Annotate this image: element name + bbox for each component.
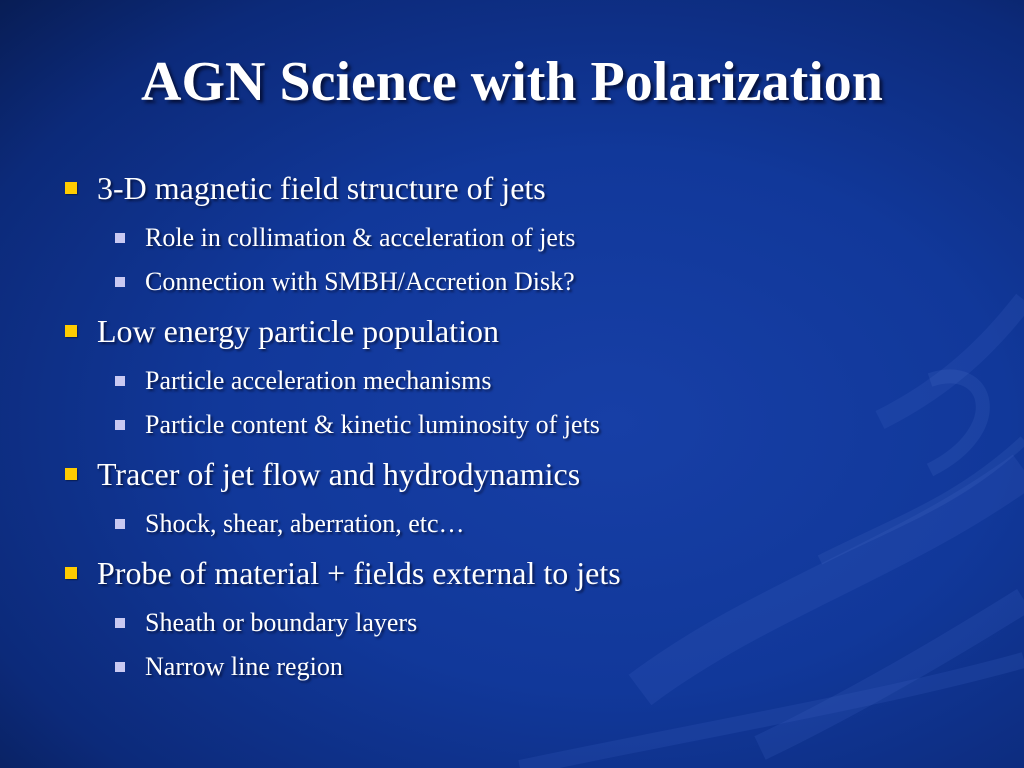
sub-bullet-item [115,403,982,447]
square-bullet-icon [115,519,125,529]
square-bullet-icon [115,618,125,628]
square-bullet-icon [65,567,77,579]
bullet-list [62,163,982,689]
sub-bullet-text: Sheath or boundary layers [145,608,418,637]
square-bullet-icon [115,277,125,287]
square-bullet-icon [65,325,77,337]
square-bullet-icon [115,420,125,430]
sub-bullet-text: Role in collimation & acceleration of jets [145,223,576,252]
square-bullet-icon [65,182,77,194]
square-bullet-icon [115,233,125,243]
bullet-text: Probe of material + fields external to jets [97,554,621,591]
bullet-text: 3-D magnetic field structure of jets [97,169,546,206]
bullet-text: Low energy particle population [97,312,499,349]
bullet-text: Tracer of jet flow and hydrodynamics [97,455,581,492]
bullet-item [62,163,982,213]
sub-bullet-text: Particle acceleration mechanisms [145,366,492,395]
sub-bullet-text: Shock, shear, aberration, etc… [145,509,465,538]
square-bullet-icon [115,662,125,672]
sub-bullet-text: Narrow line region [145,652,343,681]
sub-bullet-item [115,359,982,403]
sub-bullet-item [115,502,982,546]
square-bullet-icon [115,376,125,386]
bullet-item [62,306,982,356]
sub-bullet-item [115,216,982,260]
sub-bullet-item [115,260,982,304]
bullet-item [62,449,982,499]
bullet-item [62,548,982,598]
sub-bullet-item [115,601,982,645]
sub-bullet-text: Connection with SMBH/Accretion Disk? [145,267,575,296]
sub-bullet-text: Particle content & kinetic luminosity of jets [145,410,600,439]
square-bullet-icon [65,468,77,480]
slide-title: AGN Science with Polarization [141,51,883,113]
sub-bullet-item [115,645,982,689]
